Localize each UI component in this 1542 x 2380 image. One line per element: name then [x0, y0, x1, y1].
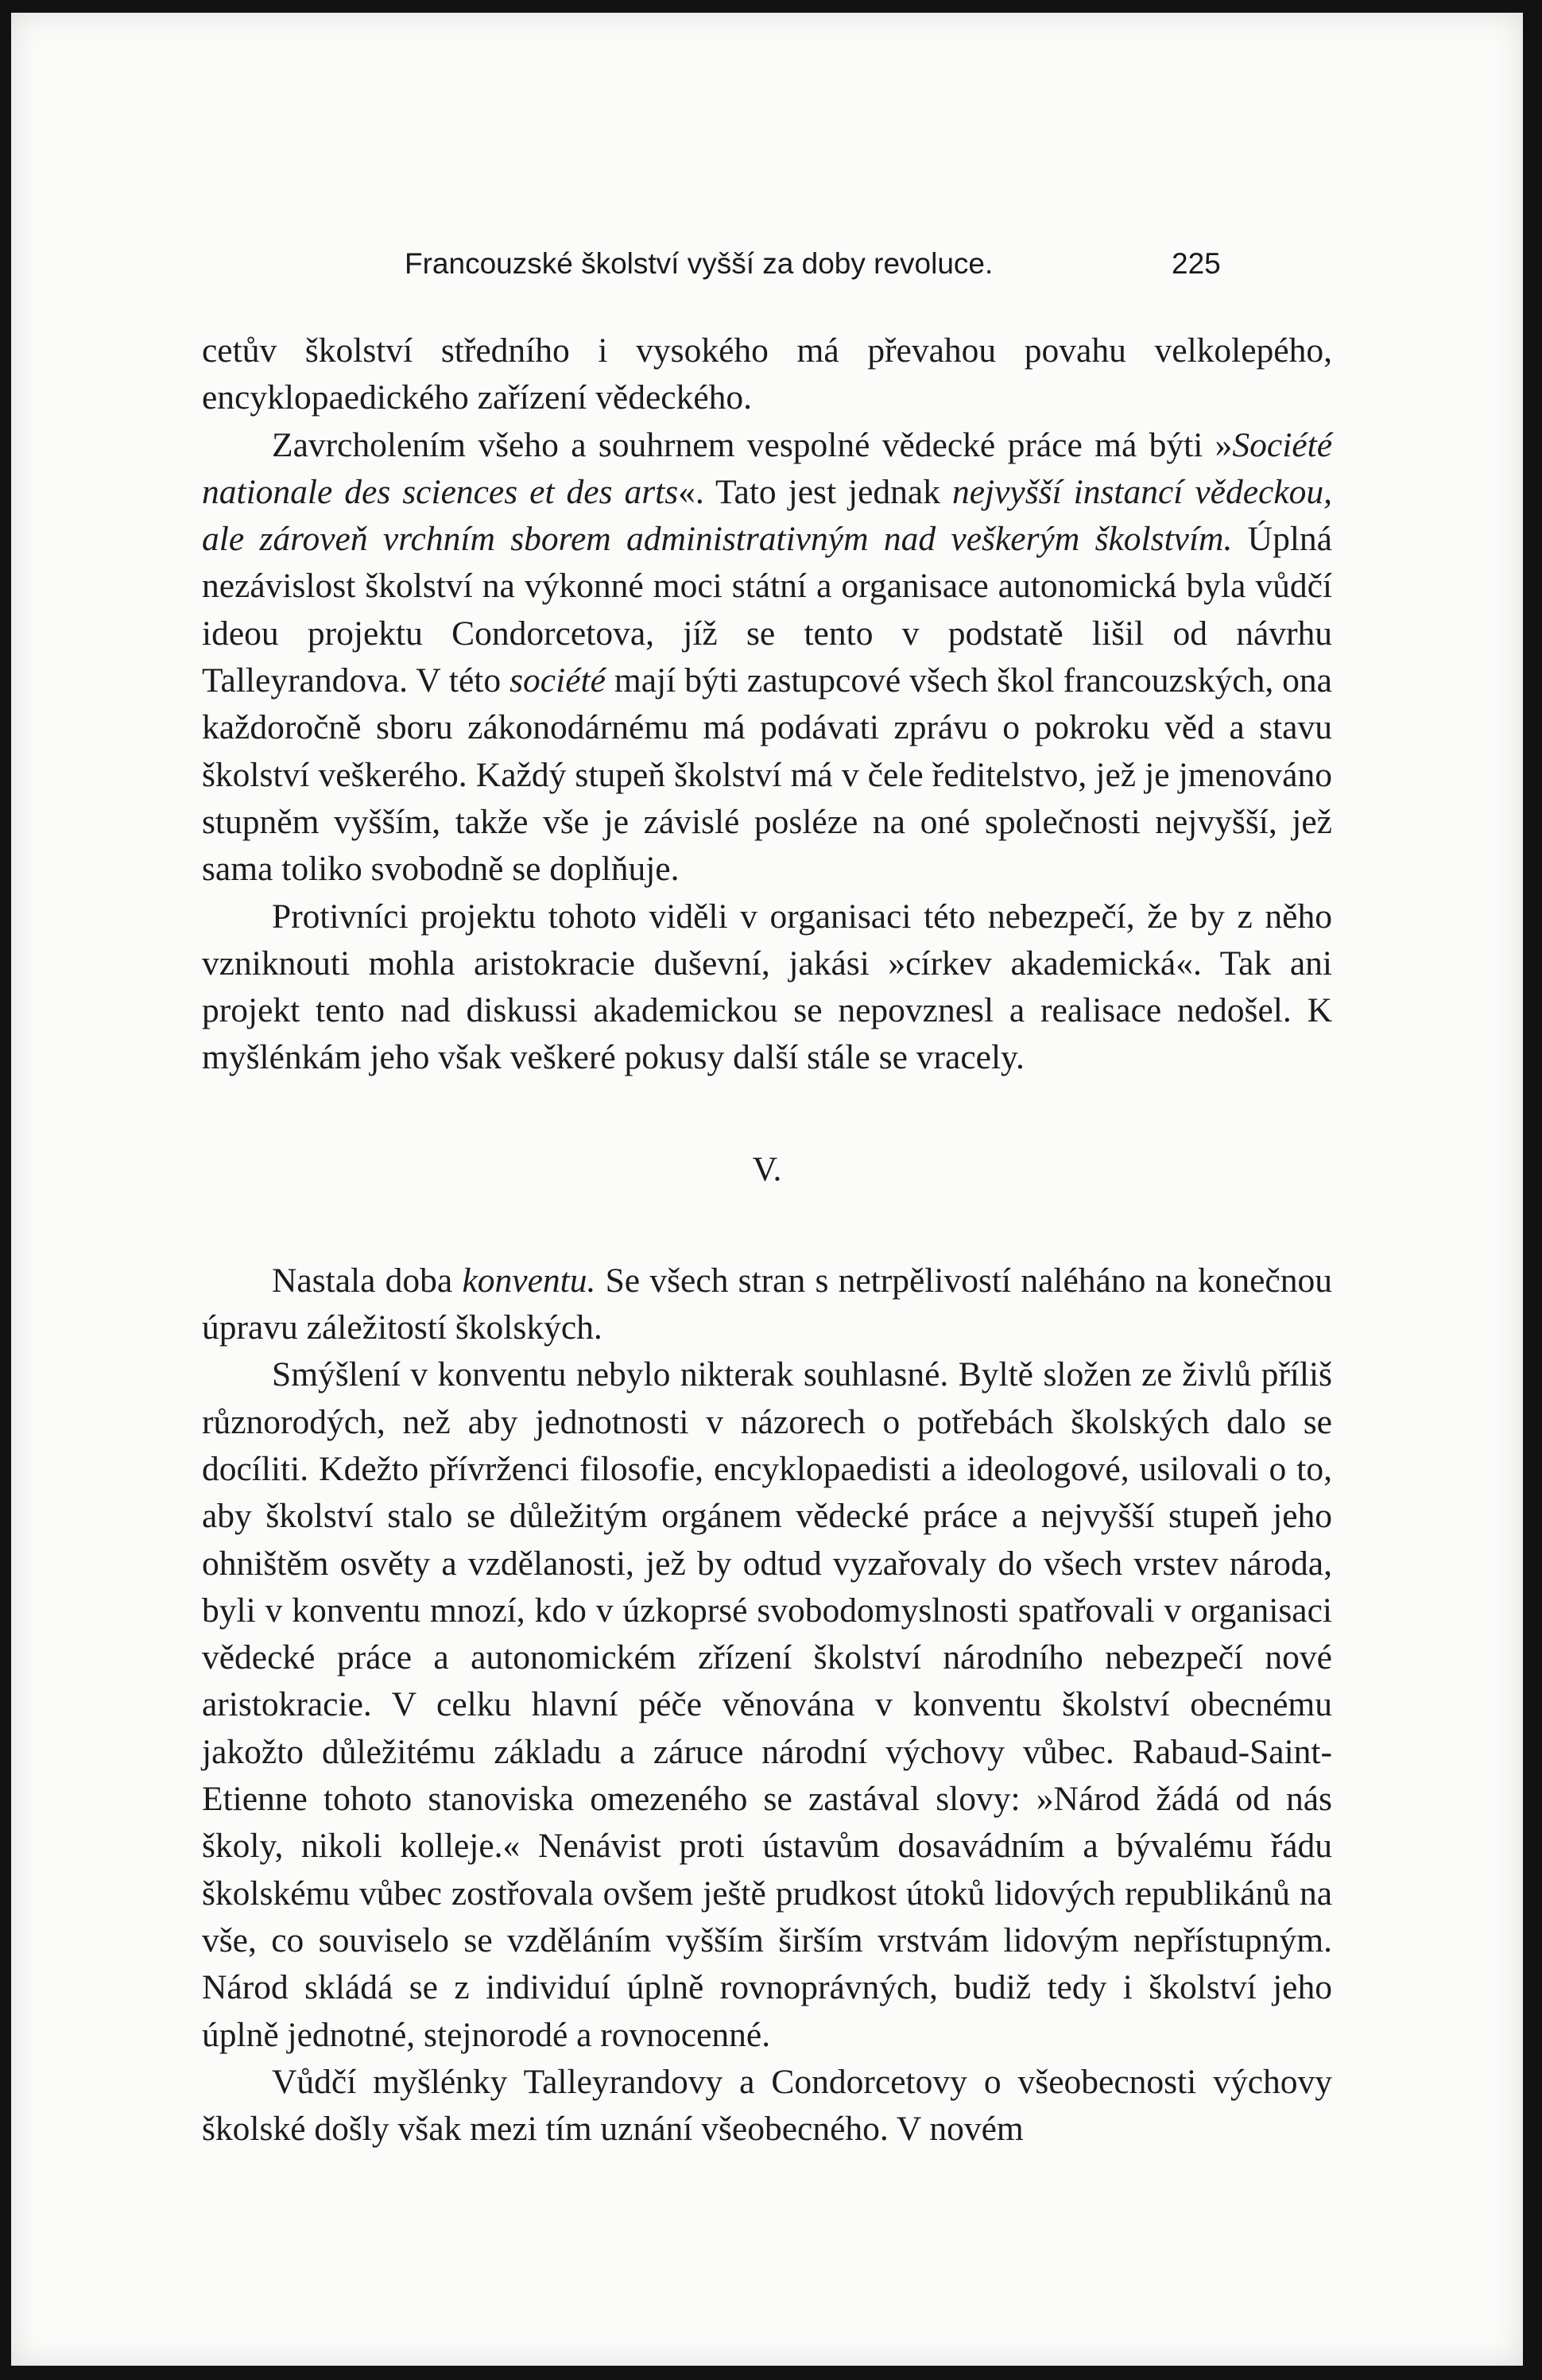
paragraph-continuation: cetův školství středního i vysokého má převahou povahu velkolepého, encyklopaedického zařízení vědeckého.	[202, 331, 1332, 417]
paragraph-vudci-myslenky: Vůdčí myšlénky Talleyrandovy a Condorcetovy o všeobecnosti výchovy školské došly však mezi tím uznání všeobecného. V novém	[202, 2062, 1332, 2149]
text-run: Nastala doba	[272, 1261, 463, 1300]
text-run: mají býti zastupcové všech škol francouzských, ona každoročně sboru zákonodárnému má podávati zprávu o pokroku věd a stavu školství veškerého. Každý stupeň školství má v čele ředitelstvo, jež je jmenováno stupněm vyšším, takže vše je závislé posléze na oné společnosti nejvyšší, jež sama toliko svobodně se doplňuje.	[202, 661, 1332, 889]
text-run: Zavrcholením všeho a souhrnem vespolné vědecké práce má býti »	[272, 425, 1233, 464]
paragraph-opponents: Protivníci projektu tohoto viděli v organisaci této nebezpečí, že by z něho vzniknouti mohla aristokracie duševní, jakási »církev akademická«. Tak ani projekt tento nad diskussi akademickou se nepovznesl a realisace nedošel. K myšlénkám jeho však veškeré pokusy další stále se vracely.	[202, 897, 1332, 1077]
paragraph-societe	[202, 422, 1332, 893]
paragraph-smysleni: Smýšlení v konventu nebylo nikterak souhlasné. Byltě složen ze živlů příliš různorodých, než aby jednotnosti v názorech o potřebách školských dalo se docíliti. Kdežto přívrženci filosofie, encyklopaedisti a ideologové, usilovali o to, aby školství stalo se důležitým orgánem vědecké práce a nejvyšší stupeň jeho ohništěm osvěty a vzdělanosti, jež by odtud vyzařovaly do všech vrstev národa, byli v konventu mnozí, kdo v úzkoprsé svobodomyslnosti spatřovali v organisaci vědecké práce a autonomickém zřízení školství národního nebezpečí nové aristokracie. V celku hlavní péče věnována v konventu školství obecnému jakožto důležitému základu a záruce národní výchovy vůbec. Rabaud-Saint-Etienne tohoto stanoviska omezeného se zastával slovy: »Národ žádá od nás školy, nikoli kolleje.« Nenávist proti ústavům dosavádním a bývalému řádu školskému vůbec zostřovala ovšem ještě prudkost útoků lidových republikánů na vše, co souviselo se vzděláním vyšším širším vrstvám lidovým nepřístupným. Národ skládá se z individuí úplně rovnoprávných, budiž tedy i školství jeho úplně jednotné, stejnorodé a rovnocenné.	[202, 1355, 1332, 2054]
page-number: 225	[1172, 247, 1221, 280]
text-run: Úplná nezávislost školství na výkonné moci státní a organisace autonomická byla vůdčí ideou projektu Condorcetova, jíž se tento v podstatě lišil od návrhu Talleyrandova. V této	[202, 520, 1332, 700]
book-page	[11, 13, 1523, 2366]
text-run: Se všech stran s netrpělivostí naléháno na konečnou úpravu záležitostí školských.	[202, 1261, 1332, 1347]
italic-phrase: konventu.	[462, 1261, 596, 1300]
body-text	[202, 328, 1332, 2153]
italic-phrase: nejvyšší instancí vědeckou, ale zároveň vrchním sborem administrativným nad veškerým školstvím.	[202, 472, 1333, 559]
running-header	[11, 247, 1523, 295]
italic-phrase: société	[509, 661, 606, 700]
italic-phrase: Société nationale des sciences et des arts	[202, 425, 1332, 511]
running-title: Francouzské školství vyšší za doby revoluce.	[405, 247, 994, 280]
paragraph-konvent	[202, 1258, 1332, 1352]
section-heading: V.	[752, 1149, 782, 1188]
text-run: «. Tato jest jednak	[678, 472, 952, 511]
